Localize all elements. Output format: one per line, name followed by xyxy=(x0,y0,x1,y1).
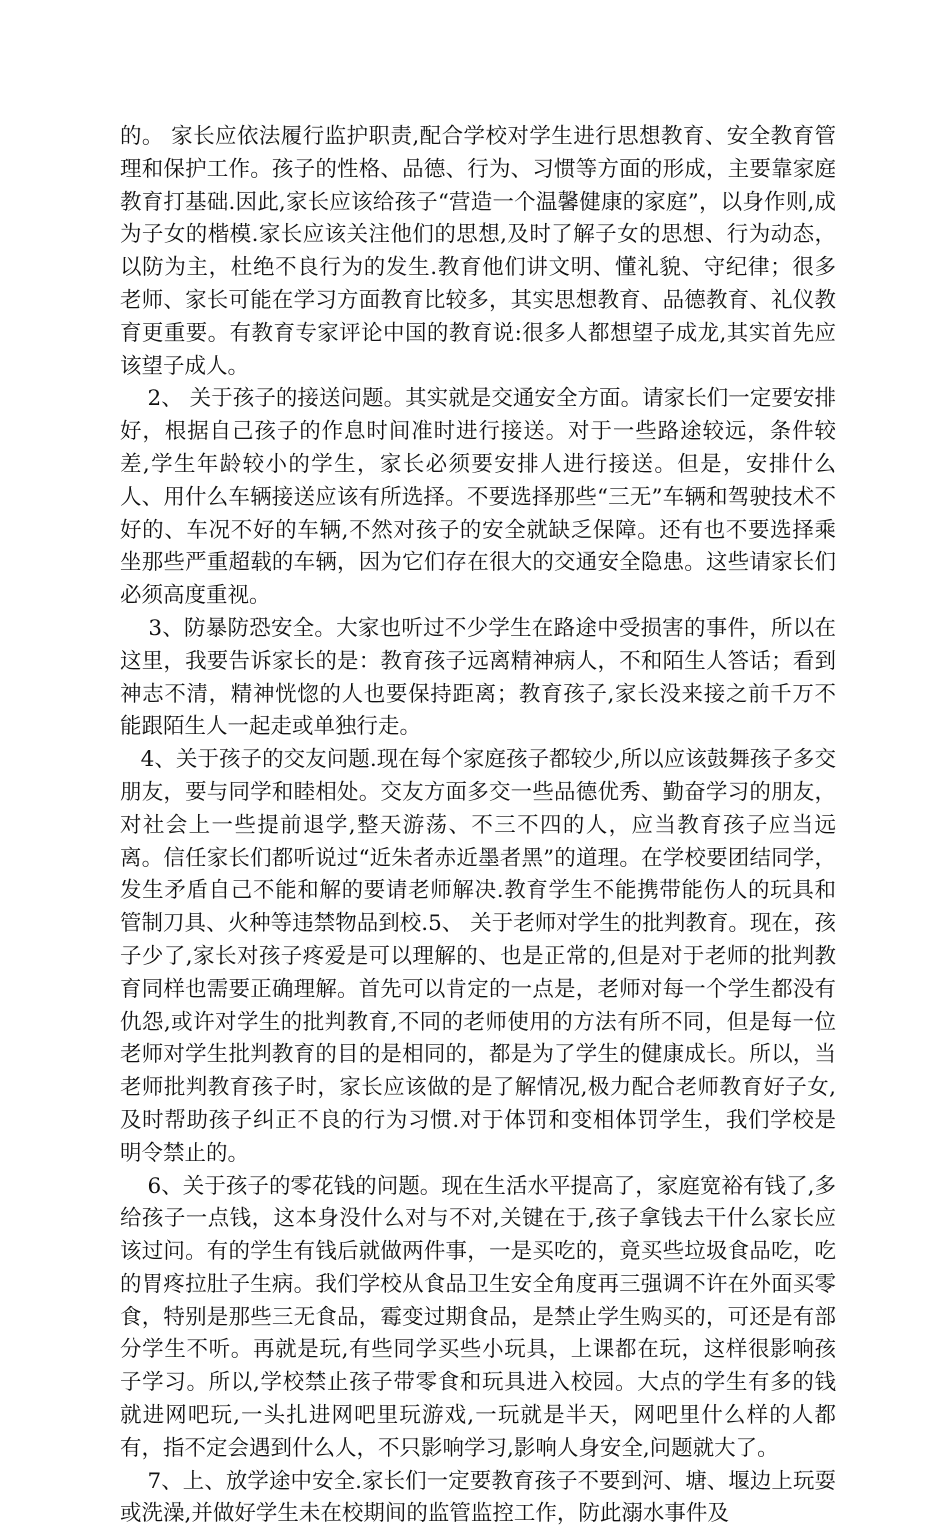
paragraph-friendship-discipline: 4、关于孩子的交友问题.现在每个家庭孩子都较少,所以应该鼓舞孩子多交朋友，要与同学和睦相处。交友方面多交一些品德优秀、勤奋学习的朋友，对社会上一些提前退学,整天游荡、不三不四的人，应当教育孩子应当远离。信任家长们都听说过“近朱者赤近墨者黑”的道理。在学校要团结同学，发生矛盾自己不能和解的要请老师解决.教育学生不能携带能伤人的玩具和管制刀具、火种等违禁物品到校.5、 关于老师对学生的批判教育。现在，孩子少了,家长对孩子疼爱是可以理解的、也是正常的,但是对于老师的批判教育同样也需要正确理解。首先可以肯定的一点是，老师对每一个学生都没有仇怨,或许对学生的批判教育,不同的老师使用的方法有所不同，但是每一位老师对学生批判教育的目的是相同的，都是为了学生的健康成长。所以，当老师批判教育孩子时，家长应该做的是了解情况,极力配合老师教育好子女,及时帮助孩子纠正不良的行为习惯.对于体罚和变相体罚学生，我们学校是明令禁止的。 xyxy=(120,747,836,1166)
paragraph-anti-violence: 3、防暴防恐安全。大家也听过不少学生在路途中受损害的事件，所以在这里，我要告诉家长的是：教育孩子远离精神病人，不和陌生人答话；看到神志不清，精神恍惚的人也要保持距离；教育孩子,家长没来接之前千万不能跟陌生人一起走或单独行走。 xyxy=(120,615,836,740)
paragraph-commute-safety: 7、上、放学途中安全.家长们一定要教育孩子不要到河、塘、堰边上玩耍或洗澡,并做好学生未在校期间的监管监控工作，防此溺水事件及 xyxy=(120,1468,836,1527)
document-body xyxy=(120,121,836,1531)
paragraph-pickup-dropoff: 2、 关于孩子的接送问题。其实就是交通安全方面。请家长们一定要安排好，根据自己孩子的作息时间准时进行接送。对于一些路途较远，条件较差,学生年龄较小的学生，家长必须要安排人进行接送。但是，安排什么人、用什么车辆接送应该有所选择。不要选择那些“三无”车辆和驾驶技术不好的、车况不好的车辆,不然对孩子的安全就缺乏保障。还有也不要选择乘坐那些严重超载的车辆，因为它们存在很大的交通安全隐患。这些请家长们必须高度重视。 xyxy=(120,386,836,609)
paragraph-pocket-money: 6、关于孩子的零花钱的问题。现在生活水平提高了，家庭宽裕有钱了,多给孩子一点钱，这本身没什么对与不对,关键在于,孩子拿钱去干什么家长应该过问。有的学生有钱后就做两件事，一是买吃的，竟买些垃圾食品吃，吃的胃疼拉肚子生病。我们学校从食品卫生安全角度再三强调不许在外面买零食，特别是那些三无食品，霉变过期食品，是禁止学生购买的，可还是有部分学生不听。再就是玩,有些同学买些小玩具，上课都在玩，这样很影响孩子学习。所以,学校禁止孩子带零食和玩具进入校园。大点的学生有多的钱就进网吧玩,一头扎进网吧里玩游戏,一玩就是半天，网吧里什么样的人都有，指不定会遇到什么人，不只影响学习,影响人身安全,问题就大了。 xyxy=(120,1173,836,1461)
paragraph-guardianship: 的。 家长应依法履行监护职责,配合学校对学生进行思想教育、安全教育管理和保护工作。孩子的性格、品德、行为、习惯等方面的形成，主要靠家庭教育打基础.因此,家长应该给孩子“营造一个温馨健康的家庭”，以身作则,成为子女的楷模.家长应该关注他们的思想,及时了解子女的思想、行为动态，以防为主，杜绝不良行为的发生.教育他们讲文明、懂礼貌、守纪律；很多老师、家长可能在学习方面教育比较多，其实思想教育、品德教育、礼仪教育更重要。有教育专家评论中国的教育说:很多人都想望子成龙,其实首先应该望子成人。 xyxy=(120,124,836,379)
